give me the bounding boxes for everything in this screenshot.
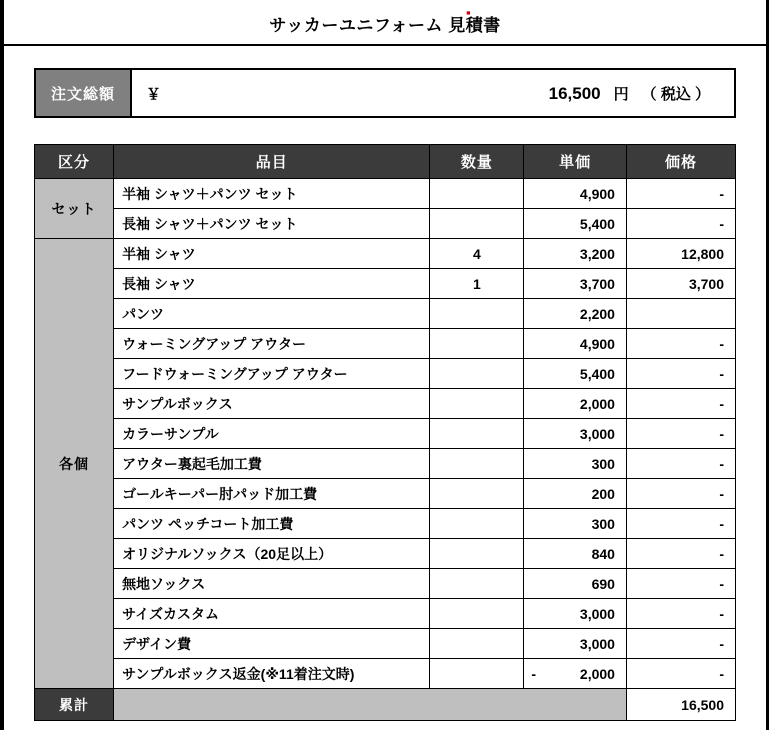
- item-name: カラーサンプル: [114, 419, 430, 449]
- item-amount: -: [626, 599, 735, 629]
- order-total-tax-note: （ 税込 ）: [641, 85, 710, 103]
- table-row: [35, 659, 736, 689]
- table-row: [35, 269, 736, 299]
- item-name: デザイン費: [114, 629, 430, 659]
- item-unit-price: 5,400: [524, 359, 627, 389]
- table-row: [35, 69, 735, 117]
- item-quantity: [430, 179, 524, 209]
- table-row: [35, 389, 736, 419]
- header-unit-price: 単価: [524, 145, 627, 179]
- item-name: サンプルボックス返金(※11着注文時): [114, 659, 430, 689]
- item-amount: -: [626, 539, 735, 569]
- item-unit-price: 840: [524, 539, 627, 569]
- yen-symbol: ￥: [146, 85, 162, 103]
- item-name: ゴールキーパー肘パッド加工費: [114, 479, 430, 509]
- item-quantity: [430, 419, 524, 449]
- item-unit-price: 4,900: [524, 179, 627, 209]
- table-row: [35, 239, 736, 269]
- table-header-row: [35, 145, 736, 179]
- item-amount: -: [626, 449, 735, 479]
- item-unit-price-negative: [524, 659, 627, 689]
- item-unit-price: 690: [524, 569, 627, 599]
- table-row: [35, 209, 736, 239]
- item-quantity: [430, 539, 524, 569]
- item-name: パンツ ペッチコート加工費: [114, 509, 430, 539]
- item-quantity: [430, 629, 524, 659]
- item-unit-price: 200: [524, 479, 627, 509]
- item-amount: -: [626, 629, 735, 659]
- item-unit-price: 3,000: [524, 599, 627, 629]
- item-unit-price: 300: [524, 449, 627, 479]
- order-total-unit: 円: [613, 85, 629, 103]
- group-label-set: セット: [35, 179, 114, 239]
- item-name: サイズカスタム: [114, 599, 430, 629]
- table-row: [35, 569, 736, 599]
- summary-amount: 16,500: [626, 689, 735, 721]
- order-total-amount: 16,500: [548, 83, 601, 103]
- item-quantity: [430, 569, 524, 599]
- item-quantity: [430, 479, 524, 509]
- item-quantity: 1: [430, 269, 524, 299]
- item-amount: [626, 299, 735, 329]
- item-name: パンツ: [114, 299, 430, 329]
- header-quantity: 数量: [430, 145, 524, 179]
- order-total-table: [34, 68, 736, 118]
- item-quantity: 4: [430, 239, 524, 269]
- item-name: 半袖 シャツ: [114, 239, 430, 269]
- table-row: [35, 419, 736, 449]
- table-row: [35, 449, 736, 479]
- item-quantity: [430, 329, 524, 359]
- item-amount: -: [626, 389, 735, 419]
- item-amount: 12,800: [626, 239, 735, 269]
- item-quantity: [430, 509, 524, 539]
- item-quantity: [430, 659, 524, 689]
- item-name: 半袖 シャツ＋パンツ セット: [114, 179, 430, 209]
- table-row: [35, 299, 736, 329]
- item-name: サンプルボックス: [114, 389, 430, 419]
- item-unit-price: 3,700: [524, 269, 627, 299]
- item-amount: -: [626, 329, 735, 359]
- group-label-kakko: 各個: [35, 239, 114, 689]
- negative-sign: -: [531, 665, 537, 682]
- item-quantity: [430, 389, 524, 419]
- header-item: 品目: [114, 145, 430, 179]
- item-amount: -: [626, 179, 735, 209]
- item-quantity: [430, 209, 524, 239]
- table-row: [35, 329, 736, 359]
- header-kubun: 区分: [35, 145, 114, 179]
- item-unit-price: 4,900: [524, 329, 627, 359]
- page-title: サッカーユニフォーム 見積書: [269, 16, 501, 35]
- table-row: [35, 509, 736, 539]
- table-row: [35, 539, 736, 569]
- item-unit-price: 5,400: [524, 209, 627, 239]
- price-value: 2,000: [579, 665, 615, 682]
- item-unit-price: 2,200: [524, 299, 627, 329]
- item-amount: -: [626, 569, 735, 599]
- item-amount: -: [626, 359, 735, 389]
- order-total-section: [34, 68, 736, 118]
- item-quantity: [430, 299, 524, 329]
- item-name: ウォーミングアップ アウター: [114, 329, 430, 359]
- item-amount: -: [626, 419, 735, 449]
- items-table: [34, 144, 736, 721]
- header-amount: 価格: [626, 145, 735, 179]
- item-name: 無地ソックス: [114, 569, 430, 599]
- table-row: [35, 359, 736, 389]
- item-amount: -: [626, 209, 735, 239]
- item-name: 長袖 シャツ＋パンツ セット: [114, 209, 430, 239]
- item-name: オリジナルソックス（20足以上）: [114, 539, 430, 569]
- item-amount: -: [626, 509, 735, 539]
- item-name: フードウォーミングアップ アウター: [114, 359, 430, 389]
- item-unit-price: 2,000: [524, 389, 627, 419]
- item-unit-price: 300: [524, 509, 627, 539]
- table-row: [35, 479, 736, 509]
- item-amount: 3,700: [626, 269, 735, 299]
- title-divider: [4, 44, 766, 46]
- item-name: 長袖 シャツ: [114, 269, 430, 299]
- table-row: [35, 599, 736, 629]
- item-name: アウター裏起毛加工費: [114, 449, 430, 479]
- order-total-value-cell: [131, 69, 735, 117]
- item-unit-price: 3,000: [524, 629, 627, 659]
- table-row: [35, 179, 736, 209]
- table-row: [35, 629, 736, 659]
- summary-blank: [114, 689, 627, 721]
- item-quantity: [430, 359, 524, 389]
- item-amount: -: [626, 659, 735, 689]
- item-unit-price: 3,000: [524, 419, 627, 449]
- item-unit-price: 3,200: [524, 239, 627, 269]
- red-marker-icon: ▪: [466, 5, 471, 20]
- item-quantity: [430, 599, 524, 629]
- summary-label: 累計: [35, 689, 114, 721]
- item-quantity: [430, 449, 524, 479]
- summary-row: [35, 689, 736, 721]
- item-amount: -: [626, 479, 735, 509]
- order-total-label: 注文総額: [35, 69, 131, 117]
